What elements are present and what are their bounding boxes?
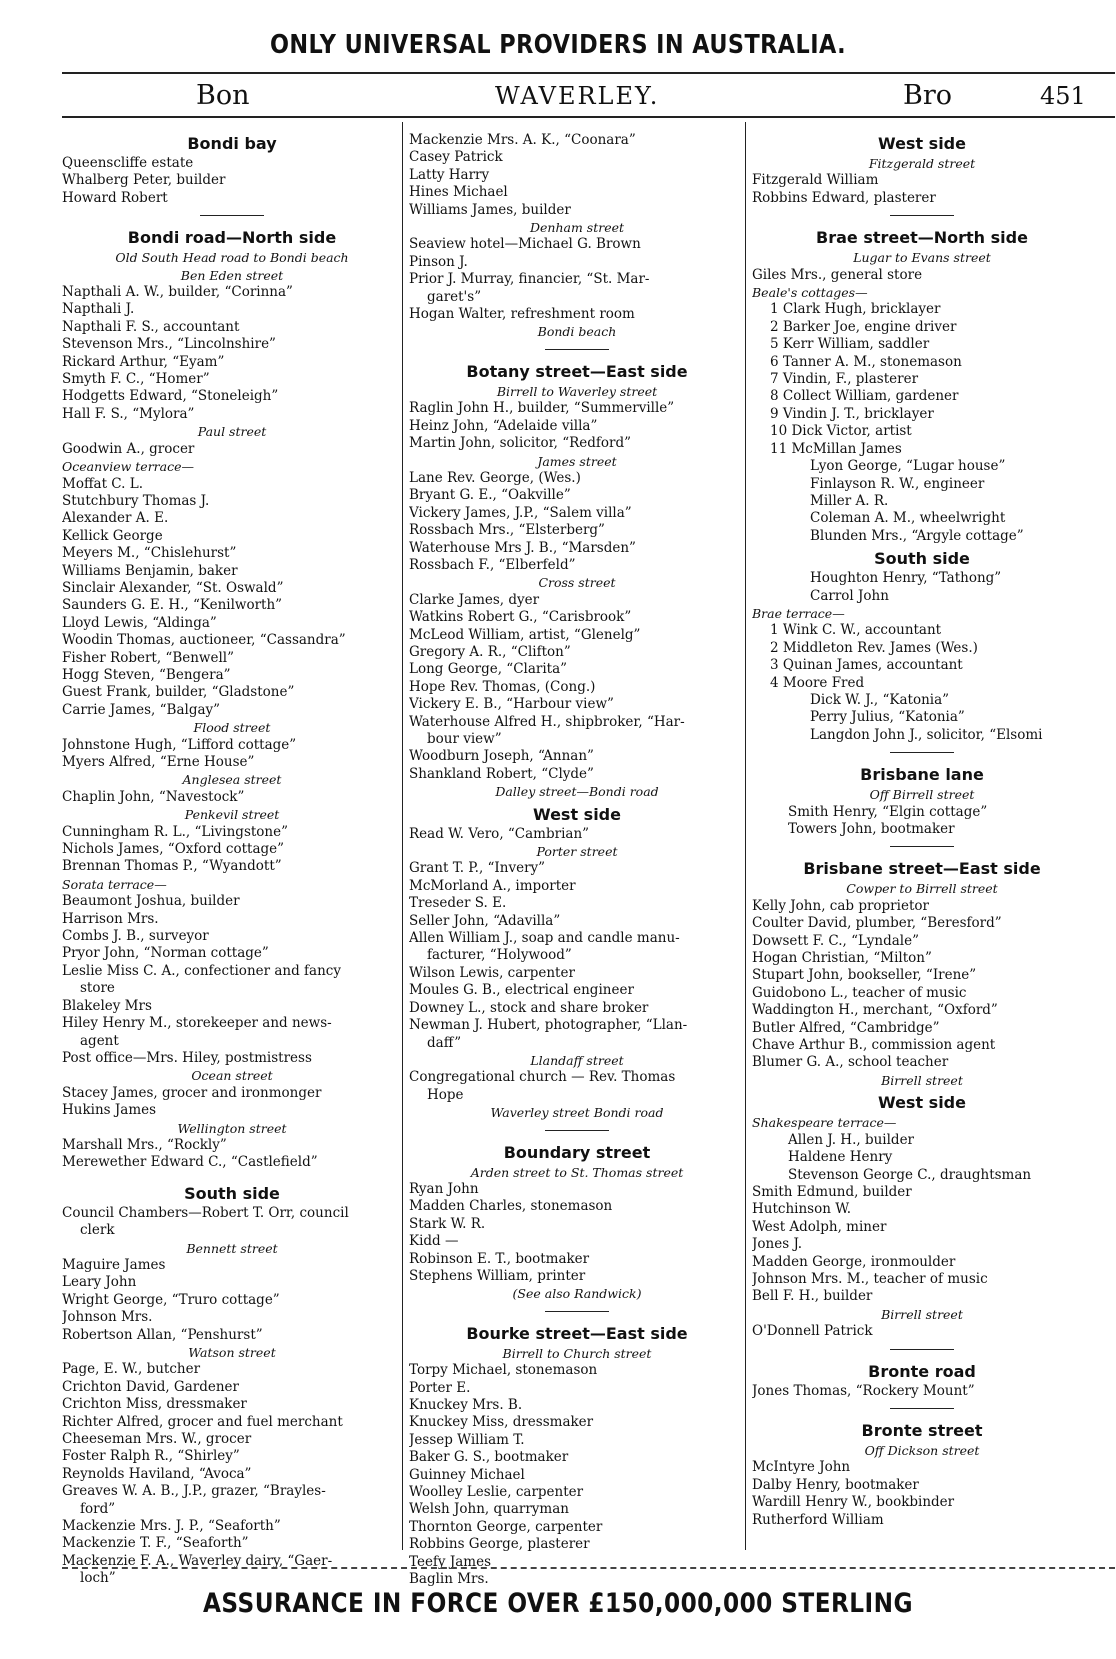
directory-entry: Torpy Michael, stonemason [409,1362,598,1379]
directory-entry: Coulter David, plumber, “Beresford” [752,915,1002,932]
terrace-subheading: Shakespeare terrace— [752,1115,897,1131]
directory-entry: Sinclair Alexander, “St. Oswald” [62,579,284,596]
street-subheading: Fitzgerald street [868,156,976,171]
bottom-advertisement-banner: ASSURANCE IN FORCE OVER £150,000,000 STERLING [203,1588,913,1619]
street-subheading: Paul street [197,424,267,440]
directory-column-1 [62,132,402,1588]
directory-entry: Blumer G. A., school teacher [752,1054,949,1071]
column-divider-1 [402,122,403,1550]
top-advertisement-banner: ONLY UNIVERSAL PROVIDERS IN AUSTRALIA. [269,30,847,60]
directory-entry: Casey Patrick [409,149,503,166]
directory-entry: Carrol John [810,587,889,604]
street-subheading: Birrell to Church street [502,1345,652,1361]
section-divider-rule [545,1130,609,1131]
directory-entry: Johnson Mrs. M., teacher of music [752,1270,988,1287]
directory-entry: Whalberg Peter, builder [62,172,226,189]
directory-entry: Hodgetts Edward, “Stoneleigh” [62,388,279,405]
directory-entry: Robbins Edward, plasterer [752,189,936,206]
street-subheading: Anglesea street [182,772,282,788]
directory-entry: Baglin Mrs. [409,1571,489,1588]
directory-entry: Marshall Mrs., “Rockly” [62,1136,227,1153]
directory-entry: Dick W. J., “Katonia” [810,691,950,708]
street-subheading: Ocean street [191,1068,273,1084]
directory-entry: Stevenson Mrs., “Lincolnshire” [62,336,276,353]
directory-entry: Hogg Steven, “Bengera” [62,666,231,683]
street-subheading: Lugar to Evans street [853,250,991,266]
directory-entry: Cheeseman Mrs. W., grocer [62,1431,252,1448]
directory-entry: Grant T. P., “Invery” [409,860,546,877]
directory-entry: Dowsett F. C., “Lyndale” [752,932,919,949]
directory-entry: Haldene Henry [788,1149,893,1166]
directory-entry: Porter E. [409,1379,471,1396]
section-heading: Bondi bay [187,134,277,153]
section-divider-rule [890,752,954,753]
directory-entry: Shankland Robert, “Clyde” [409,765,594,782]
street-subheading: Llandaff street [530,1052,624,1068]
directory-entry: Brennan Thomas P., “Wyandott” [62,858,282,875]
directory-entry: Watkins Robert G., “Carisbrook” [409,609,632,626]
directory-entry: ford” [80,1500,116,1517]
directory-entry: Maguire James [62,1256,166,1273]
section-heading: West side [878,134,966,153]
directory-entry: Perry Julius, “Katonia” [810,709,965,726]
directory-entry: Towers John, bootmaker [788,821,955,837]
directory-entry: Hines Michael [409,184,508,201]
directory-entry: Woodburn Joseph, “Annan” [409,748,594,765]
directory-entry: Howard Robert [62,189,168,206]
directory-entry: Williams James, builder [409,201,571,218]
section-heading: West side [878,1093,966,1113]
column-divider-2 [745,122,746,1550]
section-heading: Botany street—East side [466,361,688,381]
directory-entry: Baker G. S., bootmaker [409,1449,569,1466]
street-subheading: Old South Head road to Bondi beach [115,250,349,266]
directory-entry: daff” [427,1034,462,1051]
directory-entry: Jessep William T. [409,1431,525,1448]
directory-entry: 8 Collect William, gardener [770,388,959,405]
directory-entry: 10 Dick Victor, artist [770,423,912,440]
terrace-subheading: Brae terrace— [752,605,845,621]
directory-entry: Combs J. B., surveyor [62,928,209,945]
directory-entry: store [80,980,115,997]
directory-entry: Post office—Mrs. Hiley, postmistress [62,1049,312,1066]
directory-entry: Page, E. W., butcher [62,1361,201,1378]
directory-entry: Welsh John, quarryman [409,1501,569,1518]
directory-entry: Teefy James [409,1553,492,1570]
directory-entry: Madden George, ironmoulder [752,1253,956,1270]
directory-entry: Giles Mrs., general store [752,266,923,283]
street-subheading: Waverley street Bondi road [490,1105,664,1121]
section-divider-rule [545,1311,609,1312]
directory-entry: Congregational church — Rev. Thomas [409,1069,676,1086]
directory-entry: Myers Alfred, “Erne House” [62,754,255,770]
directory-entry: 4 Moore Fred [770,674,865,691]
directory-entry: Newman J. Hubert, photographer, “Llan- [409,1017,688,1034]
directory-entry: Gregory A. R., “Clifton” [409,643,571,660]
directory-entry: Houghton Henry, “Tathong” [810,570,1002,587]
section-heading: South side [184,1183,280,1203]
directory-entry: Stevenson George C., draughtsman [788,1166,1032,1183]
street-subheading: Bennett street [186,1240,278,1256]
section-divider-rule [890,1349,954,1350]
street-subheading: (See also Randwick) [512,1286,642,1302]
directory-entry: Miller A. R. [810,492,889,509]
directory-entry: Kellick George [62,527,163,544]
directory-entry: Seaview hotel—Michael G. Brown [409,236,641,253]
directory-entry: Mackenzie T. F., “Seaforth” [62,1535,249,1552]
directory-entry: Vickery E. B., “Harbour view” [409,696,614,713]
street-subheading: Bondi beach [537,324,617,340]
directory-entry: Napthali F. S., accountant [62,318,240,335]
directory-entry: Alexander A. E. [62,510,169,527]
directory-entry: Leary John [62,1274,137,1291]
directory-entry: Clarke James, dyer [409,591,540,608]
directory-entry: Treseder S. E. [409,895,507,912]
directory-entry: Crichton Miss, dressmaker [62,1396,247,1413]
street-subheading: Cowper to Birrell street [846,881,998,897]
street-subheading: Birrell to Waverley street [496,383,658,399]
directory-entry: Lane Rev. George, (Wes.) [409,469,581,486]
running-head-title: WAVERLEY. [495,82,660,110]
directory-entry: Seller John, “Adavilla” [409,912,561,929]
directory-entry: Knuckey Miss, dressmaker [409,1414,594,1431]
street-subheading: James street [537,453,617,469]
directory-entry: Hukins James [62,1102,157,1119]
directory-entry: Knuckey Mrs. B. [409,1397,523,1413]
header-rule-top [62,72,1115,74]
directory-entry: Carrie James, “Balgay” [62,701,221,718]
directory-entry: Coleman A. M., wheelwright [810,510,1006,527]
running-head-left: Bon [196,80,250,111]
directory-entry: Rutherford William [752,1511,884,1528]
section-heading: Brae street—North side [816,228,1028,248]
directory-entry: Robinson E. T., bootmaker [409,1250,590,1267]
directory-entry: Harrison Mrs. [62,910,159,927]
directory-entry: Beaumont Joshua, builder [62,893,240,910]
directory-entry: Rossbach Mrs., “Elsterberg” [409,522,605,539]
directory-entry: Butler Alfred, “Cambridge” [752,1019,940,1036]
street-subheading: Penkevil street [184,807,280,823]
directory-entry: Rossbach F., “Elberfeld” [409,556,576,573]
directory-entry: Pinson J. [409,253,468,270]
directory-entry: Nichols James, “Oxford cottage” [62,841,285,858]
directory-entry: clerk [80,1222,115,1239]
directory-entry: Queenscliffe estate [62,155,194,171]
directory-entry: Smith Henry, “Elgin cottage” [788,803,988,820]
directory-entry: Waterhouse Mrs J. B., “Marsden” [409,539,636,556]
page-number: 451 [1040,82,1086,110]
directory-entry: bour view” [427,731,502,747]
directory-entry: 7 Vindin, F., plasterer [770,371,919,388]
directory-entry: Vickery James, J.P., “Salem villa” [409,504,632,521]
directory-entry: Williams Benjamin, baker [62,562,238,579]
directory-entry: Hope Rev. Thomas, (Cong.) [409,678,596,695]
directory-entry: Jones Thomas, “Rockery Mount” [752,1382,975,1399]
street-subheading: Cross street [538,575,616,591]
directory-entry: 5 Kerr William, saddler [770,336,930,353]
directory-entry: Waddington H., merchant, “Oxford” [752,1002,998,1019]
directory-entry: 11 McMillan James [770,440,902,457]
section-divider-rule [890,846,954,847]
directory-entry: Allen William J., soap and candle manu- [409,930,680,947]
directory-entry: Meyers M., “Chislehurst” [62,545,237,562]
directory-entry: Wardill Henry W., bookbinder [752,1494,955,1511]
directory-entry: West Adolph, miner [752,1218,887,1235]
directory-entry: Fitzgerald William [752,172,879,189]
directory-entry: facturer, “Holywood” [427,947,572,964]
terrace-subheading: Oceanview terrace— [62,459,195,475]
directory-entry: Downey L., stock and share broker [409,999,649,1016]
directory-entry: garet's” [427,288,482,305]
directory-entry: Raglin John H., builder, “Summerville” [409,400,675,417]
directory-entry: Bell F. H., builder [752,1288,873,1305]
directory-entry: Smith Edmund, builder [752,1183,912,1200]
directory-entry: Mackenzie F. A., Waverley dairy, “Gaer- [62,1552,333,1569]
directory-entry: Mackenzie Mrs. A. K., “Coonara” [409,132,636,148]
directory-entry: Ryan John [409,1180,479,1197]
directory-entry: 6 Tanner A. M., stonemason [770,353,962,370]
directory-entry: Allen J. H., builder [788,1131,915,1148]
directory-column-3 [752,132,1092,1529]
directory-entry: O'Donnell Patrick [752,1323,873,1340]
directory-entry: Wright George, “Truro cottage” [62,1291,280,1308]
directory-entry: Greaves W. A. B., J.P., grazer, “Brayles- [62,1483,326,1500]
directory-entry: Smyth F. C., “Homer” [62,371,210,388]
section-divider-rule [890,215,954,216]
directory-entry: Lyon George, “Lugar house” [810,458,1006,475]
street-subheading: Arden street to St. Thomas street [470,1164,684,1180]
directory-entry: Merewether Edward C., “Castlefield” [62,1154,318,1171]
directory-entry: McLeod William, artist, “Glenelg” [409,626,641,643]
footer-rule [62,1567,1115,1569]
street-subheading: Ben Eden street [180,267,284,283]
directory-entry: Napthali A. W., builder, “Corinna” [62,284,293,301]
directory-entry: Stupart John, bookseller, “Irene” [752,967,977,984]
directory-entry: Madden Charles, stonemason [409,1198,613,1215]
directory-entry: Heinz John, “Adelaide villa” [409,417,598,434]
directory-entry: Langdon John J., solicitor, “Elsomi [810,726,1043,743]
directory-entry: Read W. Vero, “Cambrian” [409,825,590,842]
directory-entry: 2 Barker Joe, engine driver [770,318,957,335]
directory-entry: Goodwin A., grocer [62,440,195,457]
directory-entry: Hogan Christian, “Milton” [752,950,932,967]
directory-entry: Johnson Mrs. [62,1309,153,1326]
directory-entry: Fisher Robert, “Benwell” [62,649,235,666]
directory-entry: Hope [427,1086,464,1103]
directory-entry: Guidobono L., teacher of music [752,984,967,1001]
directory-entry: Kelly John, cab proprietor [752,897,929,914]
directory-entry: Finlayson R. W., engineer [810,475,985,492]
directory-entry: Bryant G. E., “Oakville” [409,487,571,504]
directory-entry: 1 Clark Hugh, bricklayer [770,301,941,318]
section-heading: Brisbane street—East side [803,859,1041,879]
directory-entry: Hogan Walter, refreshment room [409,306,635,323]
directory-entry: Long George, “Clarita” [409,661,568,678]
directory-entry: Lloyd Lewis, “Aldinga” [62,614,217,631]
section-divider-rule [890,1408,954,1409]
street-subheading: Watson street [188,1345,276,1360]
directory-entry: Stacey James, grocer and ironmonger [62,1084,322,1101]
directory-entry: Hall F. S., “Mylora” [62,405,195,422]
terrace-subheading: Beale's cottages— [752,285,868,301]
directory-entry: Leslie Miss C. A., confectioner and fancy [62,962,341,979]
running-head-right: Bro [903,80,953,111]
directory-entry: Robbins George, plasterer [409,1536,590,1553]
directory-entry: Latty Harry [409,166,490,183]
street-subheading: Denham street [529,220,625,236]
directory-entry: Hiley Henry M., storekeeper and news- [62,1015,332,1032]
directory-entry: Chave Arthur B., commission agent [752,1037,996,1054]
directory-entry: Guinney Michael [409,1466,525,1483]
directory-entry: Stutchbury Thomas J. [62,492,210,509]
directory-entry: Richter Alfred, grocer and fuel merchant [62,1413,343,1430]
directory-entry: 3 Quinan James, accountant [770,657,963,674]
directory-entry: Blakeley Mrs [62,997,152,1014]
section-heading: Brisbane lane [860,765,984,785]
section-divider-rule [545,349,609,350]
directory-entry: loch” [80,1570,116,1587]
street-subheading: Birrell street [881,1072,963,1088]
directory-entry: Woodin Thomas, auctioneer, “Cassandra” [62,632,346,649]
directory-entry: Johnstone Hugh, “Lifford cottage” [62,736,297,753]
directory-column-2 [409,132,745,1588]
directory-entry: Guest Frank, builder, “Gladstone” [62,684,295,701]
directory-entry: Prior J. Murray, financier, “St. Mar- [409,271,650,288]
directory-entry: Moffat C. L. [62,475,143,492]
section-heading: Bronte street [861,1420,983,1440]
street-subheading: Off Dickson street [864,1442,980,1458]
directory-entry: Rickard Arthur, “Eyam” [62,353,225,370]
directory-entry: Dalby Henry, bootmaker [752,1476,919,1493]
section-heading: Bronte road [868,1361,976,1381]
section-heading: South side [874,549,970,569]
street-subheading: Porter street [536,844,618,860]
directory-entry: Kidd — [409,1233,459,1250]
header-rule-bottom [62,116,1115,118]
directory-entry: Chaplin John, “Navestock” [62,788,245,805]
directory-entry: Council Chambers—Robert T. Orr, council [62,1204,349,1221]
directory-entry: Waterhouse Alfred H., shipbroker, “Har- [409,713,685,730]
directory-entry: Crichton David, Gardener [62,1378,239,1395]
directory-entry: Hutchinson W. [752,1201,852,1218]
directory-entry: agent [80,1032,119,1049]
directory-entry: Moules G. B., electrical engineer [409,982,634,999]
directory-entry: Mackenzie Mrs. J. P., “Seaforth” [62,1518,281,1535]
street-subheading: Birrell street [881,1306,963,1322]
directory-entry: Martin John, solicitor, “Redford” [409,435,632,452]
street-subheading: Wellington street [177,1120,287,1136]
street-subheading: Flood street [193,720,271,736]
section-heading: Bondi road—North side [127,228,337,248]
directory-entry: McMorland A., importer [409,877,576,894]
directory-entry: 9 Vindin J. T., bricklayer [770,405,934,422]
directory-entry: Reynolds Haviland, “Avoca” [62,1465,252,1482]
section-heading: Boundary street [503,1142,651,1162]
directory-entry: Saunders G. E. H., “Kenilworth” [62,597,283,614]
directory-entry: Napthali J. [62,301,135,318]
directory-entry: Cunningham R. L., “Livingstone” [62,823,289,840]
directory-entry: Blunden Mrs., “Argyle cottage” [810,527,1024,544]
directory-entry: Jones J. [752,1236,803,1253]
directory-entry: Robertson Allan, “Penshurst” [62,1326,263,1343]
terrace-subheading: Sorata terrace— [62,876,167,892]
directory-entry: Pryor John, “Norman cottage” [62,945,269,962]
directory-entry: Foster Ralph R., “Shirley” [62,1448,240,1465]
street-subheading: Off Birrell street [869,787,975,803]
section-heading: Bourke street—East side [466,1323,688,1343]
directory-entry: Stark W. R. [409,1215,486,1232]
directory-entry: McIntyre John [752,1459,851,1476]
directory-entry: Thornton George, carpenter [409,1518,603,1535]
section-heading: West side [533,804,621,824]
directory-entry: Woolley Leslie, carpenter [409,1484,584,1501]
directory-entry: 1 Wink C. W., accountant [770,622,942,639]
directory-entry: 2 Middleton Rev. James (Wes.) [770,639,978,656]
street-subheading: Dalley street—Bondi road [495,784,659,800]
directory-entry: Wilson Lewis, carpenter [409,964,575,981]
section-divider-rule [200,215,264,216]
directory-entry: Stephens William, printer [409,1267,586,1284]
